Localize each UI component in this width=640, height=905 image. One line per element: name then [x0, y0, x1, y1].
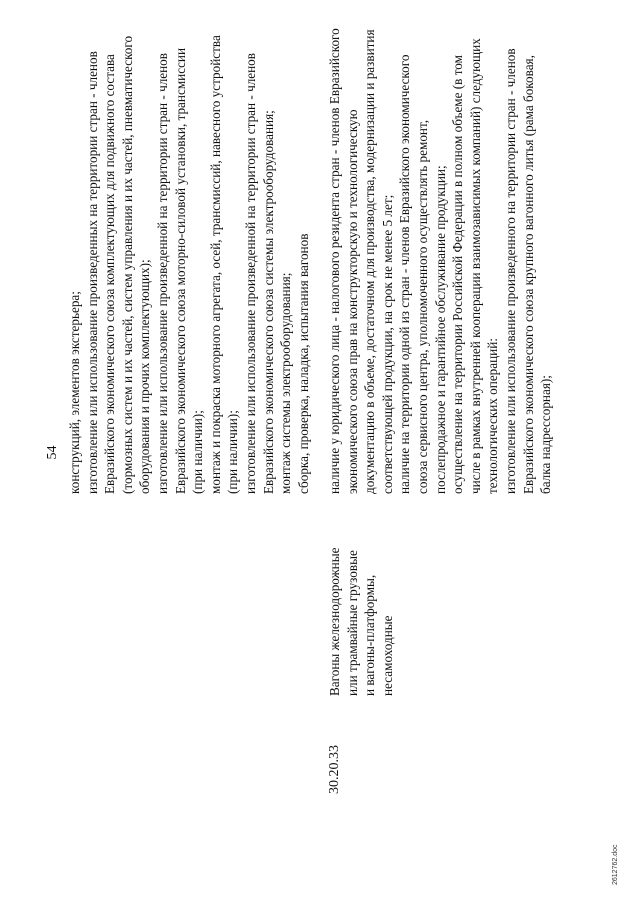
requirement-line: сборка, проверка, наладка, испытания вагонов	[295, 233, 311, 494]
product-name-line: и вагоны-платформы,	[362, 574, 378, 696]
requirement-line: Евразийского экономического союза комплектующих для подвижного состава	[102, 54, 118, 494]
requirement-line: Евразийского экономического союза крупного вагонного литья (рама боковая,	[520, 55, 536, 494]
requirement-line: послепродажное и гарантийное обслуживание продукции;	[432, 165, 448, 494]
okpd-code: 30.20.33	[327, 745, 342, 794]
requirement-line: оборудования и прочих комплектующих);	[137, 259, 153, 494]
requirement-line: числе в рамках внутренней кооперации взаимозависимых компаний) следующих	[467, 38, 483, 494]
requirement-line: технологических операций:	[485, 338, 501, 494]
requirement-line: (при наличии);	[190, 410, 206, 494]
requirement-line: документацию в объеме, достаточном для производства, модернизации и развития	[362, 29, 378, 494]
requirement-line: Евразийского экономического союза системы электрооборудования;	[260, 110, 276, 494]
requirement-line: монтаж системы электрооборудования;	[278, 272, 294, 494]
requirement-line: наличие на территории одной из стран - членов Евразийского экономического	[397, 54, 413, 494]
requirement-line: осуществление на территории Российской Федерации в полном объеме (в том	[450, 55, 466, 494]
product-name-line: Вагоны железнодорожные	[327, 547, 342, 696]
file-footer: 2612762.doc	[612, 844, 619, 885]
requirement-line: Евразийского экономического союза моторно-силовой установки, трансмиссии	[172, 47, 188, 494]
page-number: 54	[45, 445, 60, 460]
requirement-line: монтаж и покраска моторного агрегата, осей, трансмиссий, навесного устройства	[207, 35, 223, 494]
requirement-line: (при наличии);	[225, 410, 241, 494]
requirement-line: конструкций, элементов экстерьера;	[67, 291, 82, 494]
requirements-cell	[326, 28, 555, 494]
requirement-line: союза сервисного центра, уполномоченного осуществлять ремонт,	[414, 119, 430, 494]
product-name-line: несамоходные	[379, 615, 395, 696]
requirement-line: изготовление или использование произведенной на территории стран - членов	[154, 52, 170, 494]
product-name-line: или трамвайные грузовые	[344, 550, 360, 696]
requirement-line: изготовление или использование произведенных на территории стран - членов	[84, 51, 100, 494]
requirement-line: экономического союза прав на конструкторскую и технологическую	[344, 109, 360, 494]
requirement-line: наличие у юридического лица - налогового резидента стран - членов Евразийского	[327, 28, 342, 494]
requirement-line: соответствующей продукции, на срок не менее 5 лет;	[379, 194, 395, 494]
product-name-cell	[326, 506, 396, 696]
requirement-line: изготовление или использование произведенного на территории стран - членов	[502, 48, 518, 494]
requirement-line: изготовление или использование произведенной на территории стран - членов	[242, 52, 258, 494]
requirement-line: балка надрессорная);	[538, 375, 554, 494]
requirement-line: (тормозных систем и их частей, систем управления и их частей, пневматического	[119, 35, 135, 494]
continued-requirements-cell	[66, 35, 312, 494]
